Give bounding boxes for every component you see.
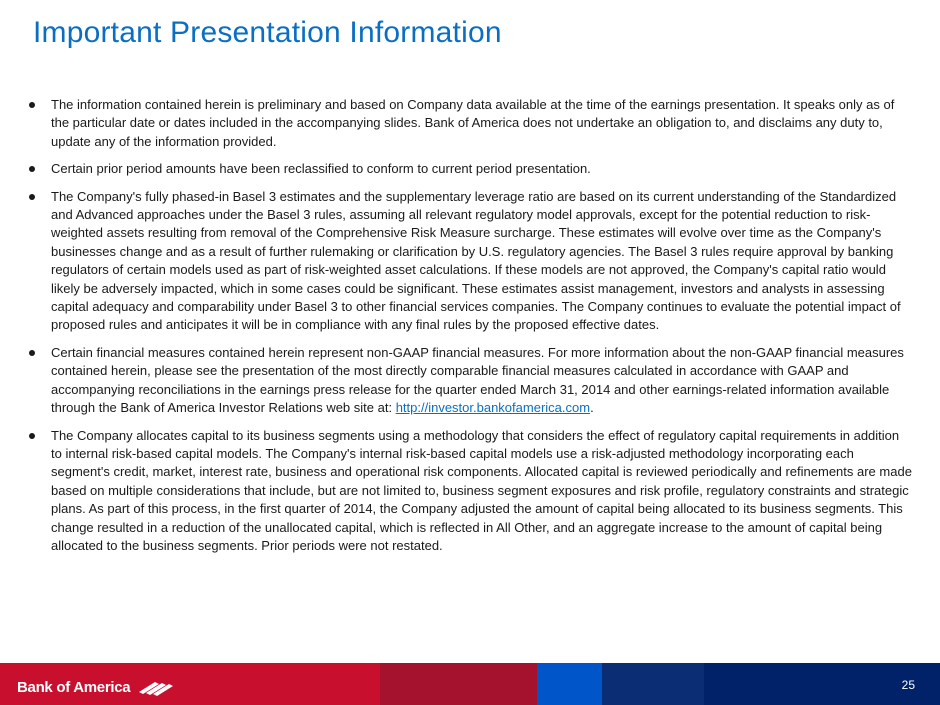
list-item [28,188,913,335]
investor-relations-link[interactable]: http://investor.bankofamerica.com [395,400,591,416]
page-number: 25 [901,678,915,692]
bullet-dot-icon [29,433,35,439]
bullet-text: Certain financial measures contained herein represent non-GAAP financial measures. For more information about the non-GAAP financial measures contained herein, please see the presentation of the most directly comparable financial measures calculated in accordance with GAAP and accompanying reconciliations in the earnings press release for the quarter ended March 31, 2014 and other earnings-related information available through the Bank of America Investor Relations web site at: [51,344,904,416]
bullet-text: Certain prior period amounts have been reclassified to conform to current period presentation. [51,161,591,177]
bank-of-america-flag-icon [135,678,175,696]
bank-of-america-logo [17,676,175,698]
bullet-list [28,96,913,564]
bullet-text: The information contained herein is preliminary and based on Company data available at the time of the earnings presentation. It speaks only as of the particular date or dates included in the accompanying slides. Bank of America does not undertake an obligation to, and disclaims any duty to, update any of the information provided. [51,97,895,149]
footer-segment [537,663,602,705]
bullet-text: The Company's fully phased-in Basel 3 estimates and the supplementary leverage ratio are based on its current understanding of the Standardized and Advanced approaches under the Basel 3 rules, assuming all relevant regulatory model approvals, except for the potential reduction to risk-weighted assets resulting from removal of the Comprehensive Risk Measure surcharge. These estimates will evolve over time as the Company's businesses change and as a result of further rulemaking or clarification by U.S. regulatory agencies. The Basel 3 rules require approval by banking regulators of certain models used as part of risk-weighted asset calculations. If these models are not approved, the Company's capital ratio would likely be adversely impacted, which in some cases could be significant. These estimates assist management, investors and analysts in assessing capital adequacy and comparability under Basel 3 to other financial services companies. The Company continues to evaluate the potential impact of proposed rules and anticipates it will be in compliance with any final rules by the proposed effective dates. [51,188,901,333]
list-item [28,344,913,418]
list-item [28,160,913,178]
bullet-text: The Company allocates capital to its business segments using a methodology that considers the effect of regulatory capital requirements in addition to internal risk-based capital models. The Company's internal risk-based capital models use a risk-adjusted methodology incorporating each segment's credit, market, interest rate, business and operational risk components. Allocated capital is reviewed periodically and refinements are made based on multiple considerations that include, but are not limited to, business segment exposures and risk profile, regulatory constraints and strategic plans. As part of this process, in the first quarter of 2014, the Company adjusted the amount of capital being allocated to its business segments. This change resulted in a reduction of the unallocated capital, which is reflected in All Other, and an aggregate increase to the amount of capital being allocated to the business segments. Prior periods were not restated. [51,427,912,553]
bullet-dot-icon [29,166,35,172]
footer-segment [380,663,537,705]
page-title: Important Presentation Information [33,16,502,49]
bullet-text-suffix: . [590,400,594,416]
bullet-dot-icon [29,194,35,200]
logo-text: Bank of America [17,678,131,696]
bullet-dot-icon [29,102,35,108]
footer-segment [602,663,704,705]
bullet-dot-icon [29,350,35,356]
list-item [28,427,913,556]
list-item [28,96,913,151]
